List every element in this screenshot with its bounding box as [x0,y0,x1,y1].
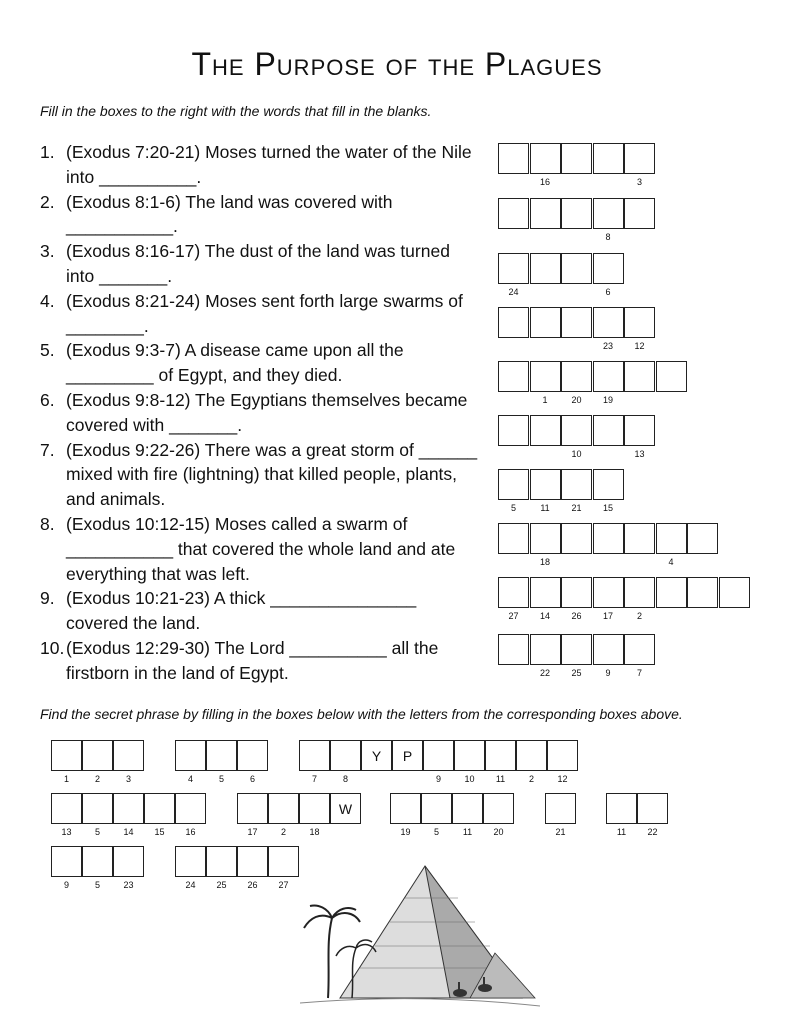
box-number-label: 25 [571,668,582,678]
letter-box[interactable] [498,361,529,392]
box-number-label: 6 [249,774,255,784]
letter-box[interactable] [498,469,529,500]
letter-box[interactable] [593,307,624,338]
box-number-label: 2 [528,774,534,784]
phrase-letter-box[interactable] [299,740,330,771]
question-number: 7. [40,439,55,460]
letter-box[interactable] [593,523,624,554]
box-number-label: 5 [94,880,100,890]
letter-box[interactable] [530,361,561,392]
phrase-letter-box[interactable] [175,846,206,877]
letter-box[interactable] [656,577,687,608]
letter-box[interactable] [593,361,624,392]
question-text: (Exodus 10:12-15) Moses called a swarm of ___________ that covered the whole land and ate everything that was left. [66,513,456,584]
question-9 [40,586,480,636]
box-number-label: 11 [462,827,473,837]
question-text: (Exodus 8:16-17) The dust of the land was turned into _______. [66,241,450,286]
phrase-letter-box[interactable] [51,793,82,824]
letter-box[interactable] [530,634,561,665]
box-number-label: 4 [668,557,674,567]
question-text: (Exodus 9:3-7) A disease came upon all the _________ of Egypt, and they died. [66,340,404,386]
question-text: (Exodus 9:22-26) There was a great storm of ______ mixed with fire (lightning) that killed people, plants, and animals. [66,439,478,510]
letter-box[interactable] [624,523,655,554]
box-number-label: 16 [185,827,196,837]
letter-box[interactable] [530,253,561,284]
letter-box[interactable] [530,143,561,174]
box-number-label: 4 [187,774,193,784]
phrase-letter-box[interactable] [175,740,206,771]
box-number-label: 16 [539,177,550,187]
box-number-label: 18 [539,557,550,567]
letter-box[interactable] [561,523,592,554]
phrase-letter-box[interactable] [51,846,82,877]
box-number-label: 1 [542,395,548,405]
phrase-letter-box[interactable] [206,846,237,877]
phrase-letter-box[interactable] [237,740,268,771]
question-10 [40,636,480,686]
phrase-letter-box[interactable] [423,740,454,771]
box-number-label: 19 [602,395,613,405]
question-number: 10. [40,637,65,658]
letter-box[interactable] [498,198,529,229]
phrase-letter-box[interactable]: W [330,793,361,824]
letter-box[interactable] [624,143,655,174]
box-number-label: 11 [495,774,506,784]
letter-box[interactable] [498,634,529,665]
question-number: 3. [40,241,55,262]
box-number-label: 25 [216,880,227,890]
phrase-letter-box[interactable] [390,793,421,824]
box-number-label: 27 [278,880,289,890]
letter-box[interactable] [530,307,561,338]
box-number-label: 6 [605,287,611,297]
letter-box[interactable] [530,415,561,446]
phrase-letter-box[interactable] [51,740,82,771]
box-number-label: 15 [602,503,613,513]
question-text: (Exodus 8:1-6) The land was covered with ___________. [66,191,393,237]
box-number-label: 14 [539,611,550,621]
box-number-label: 2 [280,827,286,837]
question-text: (Exodus 9:8-12) The Egyptians themselves became covered with _______. [66,389,468,435]
phrase-letter-box[interactable] [545,793,576,824]
box-number-label: 26 [571,611,582,621]
question-number: 6. [40,389,55,410]
phrase-letter-box[interactable] [144,793,175,824]
box-number-label: 27 [508,611,519,621]
letter-box[interactable] [593,198,624,229]
box-number-label: 5 [433,827,439,837]
box-number-label: 2 [94,774,100,784]
box-number-label: 23 [123,880,134,890]
letter-box[interactable] [656,361,687,392]
letter-box[interactable] [530,577,561,608]
box-number-label: 21 [555,827,566,837]
letter-box[interactable] [498,307,529,338]
phrase-letter-box[interactable] [268,793,299,824]
phrase-letter-box[interactable] [547,740,578,771]
letter-box[interactable] [624,577,655,608]
phrase-letter-box[interactable] [237,793,268,824]
question-text: (Exodus 12:29-30) The Lord __________ all the firstborn in the land of Egypt. [66,637,439,683]
letter-box[interactable] [593,634,624,665]
phrase-letter-box[interactable] [113,793,144,824]
letter-box[interactable] [593,415,624,446]
worksheet-title: The Purpose of the Plagues [191,46,603,82]
letter-box[interactable] [624,361,655,392]
phrase-letter-box[interactable] [82,793,113,824]
question-number: 4. [40,290,55,311]
box-number-label: 26 [247,880,258,890]
box-number-label: 8 [605,232,611,242]
letter-box[interactable] [498,577,529,608]
box-number-label: 3 [125,774,131,784]
phrase-letter-box[interactable] [637,793,668,824]
letter-box[interactable] [530,469,561,500]
box-number-label: 5 [94,827,100,837]
question-list [40,140,480,686]
letter-box[interactable] [561,634,592,665]
box-number-label: 17 [247,827,258,837]
letter-box[interactable] [561,577,592,608]
box-number-label: 9 [605,668,611,678]
bottom-instructions: Find the secret phrase by filling in the boxes below with the letters from the corresponding boxes above. [40,706,683,722]
question-number: 2. [40,191,55,212]
box-number-label: 20 [493,827,504,837]
letter-box[interactable] [593,577,624,608]
letter-box[interactable] [498,523,529,554]
question-number: 5. [40,340,55,361]
letter-box[interactable] [593,143,624,174]
letter-box[interactable] [624,307,655,338]
phrase-letter-box[interactable] [82,846,113,877]
box-number-label: 8 [342,774,348,784]
phrase-letter-box[interactable]: P [392,740,423,771]
question-7 [40,438,480,512]
phrase-letter-box[interactable] [299,793,330,824]
box-number-label: 18 [309,827,320,837]
letter-box[interactable] [687,523,718,554]
question-text: (Exodus 7:20-21) Moses turned the water of the Nile into __________. [66,142,472,187]
question-8 [40,512,480,586]
box-number-label: 12 [557,774,568,784]
question-number: 9. [40,588,55,609]
letter-box[interactable] [656,523,687,554]
phrase-letter-box[interactable] [113,740,144,771]
box-number-label: 21 [571,503,582,513]
question-5 [40,338,480,388]
letter-box[interactable] [561,307,592,338]
letter-box[interactable] [498,253,529,284]
letter-box[interactable] [561,143,592,174]
box-number-label: 23 [602,341,613,351]
letter-box[interactable] [561,361,592,392]
letter-box[interactable] [561,253,592,284]
phrase-letter-box[interactable] [330,740,361,771]
letter-box[interactable] [719,577,750,608]
box-number-label: 13 [61,827,72,837]
letter-box[interactable] [561,198,592,229]
box-number-label: 5 [218,774,224,784]
box-number-label: 13 [634,449,645,459]
letter-box[interactable] [593,253,624,284]
box-number-label: 11 [616,827,627,837]
box-number-label: 22 [539,668,550,678]
phrase-letter-box[interactable] [175,793,206,824]
box-number-label: 17 [602,611,613,621]
box-number-label: 10 [464,774,475,784]
box-number-label: 24 [185,880,196,890]
question-1 [40,140,480,190]
phrase-letter-box[interactable] [206,740,237,771]
phrase-letter-box[interactable] [483,793,514,824]
box-number-label: 10 [571,449,582,459]
letter-box[interactable] [530,198,561,229]
box-number-label: 9 [435,774,441,784]
box-number-label: 15 [154,827,165,837]
box-number-label: 19 [400,827,411,837]
letter-box[interactable] [593,469,624,500]
question-number: 8. [40,513,55,534]
box-number-label: 20 [571,395,582,405]
box-number-label: 5 [510,503,516,513]
phrase-letter-box[interactable] [516,740,547,771]
letter-box[interactable] [530,523,561,554]
question-2 [40,190,480,240]
box-number-label: 9 [63,880,69,890]
phrase-letter-box[interactable] [268,846,299,877]
box-number-label: 2 [636,611,642,621]
letter-box[interactable] [624,198,655,229]
question-3 [40,239,480,289]
phrase-letter-box[interactable] [606,793,637,824]
box-number-label: 12 [634,341,645,351]
letter-box[interactable] [687,577,718,608]
box-number-label: 22 [647,827,658,837]
question-6 [40,388,480,438]
phrase-letter-box[interactable] [421,793,452,824]
letter-box[interactable] [624,634,655,665]
letter-box[interactable] [624,415,655,446]
question-4 [40,289,480,339]
box-number-label: 7 [636,668,642,678]
box-number-label: 14 [123,827,134,837]
top-instructions: Fill in the boxes to the right with the words that fill in the blanks. [40,103,432,119]
letter-box[interactable] [561,469,592,500]
box-number-label: 24 [508,287,519,297]
letter-box[interactable] [498,143,529,174]
question-number: 1. [40,142,55,162]
box-number-label: 1 [63,774,69,784]
phrase-letter-box[interactable] [82,740,113,771]
phrase-letter-box[interactable] [237,846,268,877]
phrase-letter-box[interactable] [113,846,144,877]
pyramid-illustration [300,858,540,1018]
letter-box[interactable] [498,415,529,446]
phrase-letter-box[interactable]: Y [361,740,392,771]
box-number-label: 7 [311,774,317,784]
box-number-label: 3 [636,177,642,187]
phrase-letter-box[interactable] [454,740,485,771]
question-text: (Exodus 8:21-24) Moses sent forth large swarms of ________. [66,290,463,336]
letter-box[interactable] [561,415,592,446]
phrase-letter-box[interactable] [485,740,516,771]
box-number-label: 11 [540,503,550,513]
question-text: (Exodus 10:21-23) A thick _______________ covered the land. [66,588,417,634]
phrase-letter-box[interactable] [452,793,483,824]
